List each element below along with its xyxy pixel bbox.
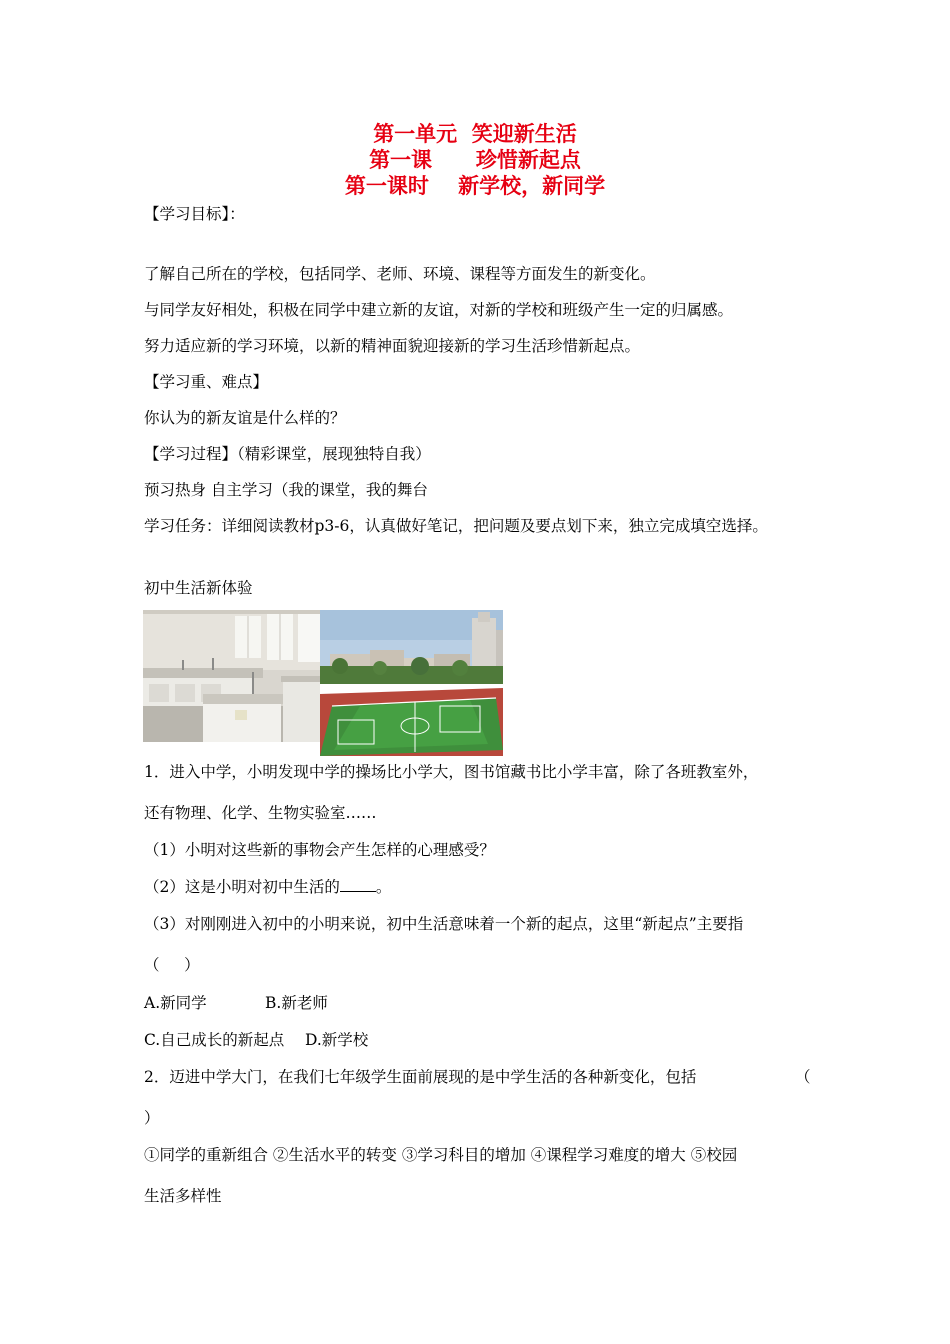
section-title: 初中生活新体验 [144,579,253,597]
option-c[interactable]: C.自己成长的新起点 [144,1031,285,1049]
lesson-title: 第一课 珍惜新起点 [369,147,581,172]
option-b[interactable]: B.新老师 [265,994,328,1012]
question-1-stem: 还有物理、化学、生物实验室…… [144,804,377,822]
objective-item: 了解自己所在的学校，包括同学、老师、环境、课程等方面发生的新变化。 [144,265,656,283]
process-heading: 【学习过程】（精彩课堂，展现独特自我） [144,445,431,463]
objective-item: 努力适应新的学习环境，以新的精神面貌迎接新的学习生活珍惜新起点。 [144,337,641,355]
question-2-options: ①同学的重新组合 ②生活水平的转变 ③学习科目的增加 ④课程学习难度的增大 ⑤校园 [144,1146,738,1164]
fill-in-blank[interactable] [340,877,376,892]
question-2-paren-open[interactable]: （ [795,1068,811,1086]
key-points-heading: 【学习重、难点】 [144,373,269,391]
key-points-text: 你认为的新友谊是什么样的？ [144,409,346,427]
sports-field-photo [320,610,503,756]
question-1-sub-1: （1）小明对这些新的事物会产生怎样的心理感受？ [144,841,495,859]
question-1-sub-2 [144,877,391,897]
sub-2-end: 。 [375,878,392,896]
laboratory-photo [143,610,320,742]
objective-item: 与同学友好相处，积极在同学中建立新的友谊，对新的学校和班级产生一定的归属感。 [144,301,734,319]
question-2-options: 生活多样性 [144,1187,222,1205]
question-2-stem: 2．迈进中学大门，在我们七年级学生面前展现的是中学生活的各种新变化，包括 [144,1068,697,1086]
answer-parentheses[interactable]: （ ） [144,956,200,974]
question-1-stem: 1．进入中学，小明发现中学的操场比小学大，图书馆藏书比小学丰富，除了各班教室外， [144,763,759,781]
preview-text: 预习热身 自主学习（我的课堂，我的舞台 [144,481,428,499]
option-d[interactable]: D.新学校 [305,1031,369,1049]
task-text: 学习任务：详细阅读教材p3-6，认真做好笔记，把问题及要点划下来，独立完成填空选择。 [144,517,768,535]
option-a[interactable]: A.新同学 [144,994,207,1012]
question-2-paren-close[interactable]: ） [144,1109,160,1127]
question-1-sub-3: （3）对刚刚进入初中的小明来说，初中生活意味着一个新的起点，这里“新起点”主要指 [144,915,744,933]
sub-2-text: （2）这是小明对初中生活的 [144,878,340,896]
period-title: 第一课时 新学校，新同学 [344,173,606,198]
unit-title: 第一单元 笑迎新生活 [373,121,577,146]
objectives-heading: 【学习目标】： [144,205,245,223]
